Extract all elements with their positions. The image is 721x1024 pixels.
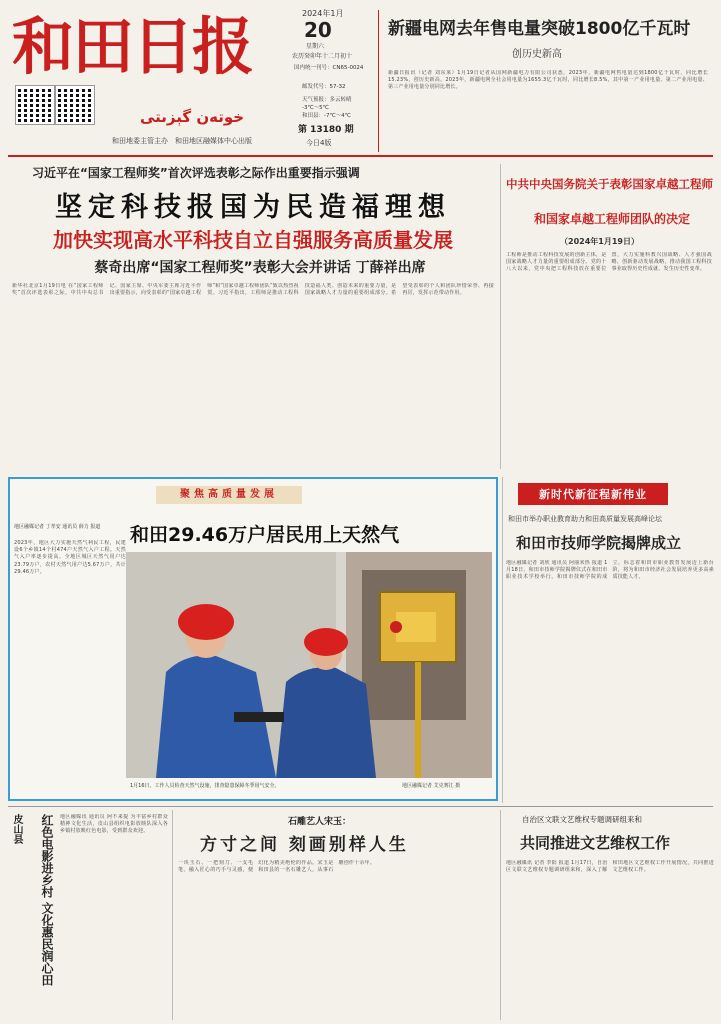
feature-caption-credit: 地区融媒记者 艾克赛江 摄 (402, 783, 461, 789)
tech-school-title: 和田市技师学院揭牌成立 (516, 534, 682, 552)
pishan-county: 皮山县 (11, 814, 22, 844)
lead-title-1: 坚定科技报国为民造福理想 (55, 192, 451, 223)
feature-body: 2023年，地区大力实施天然气利民工程，民建设6个乡镇14个村474户天然气入户工程。天然气入户率逐步提高。全地区城区天然气用户达23.79万户，农村天然气用户达5.67万户，共计29.46万户。 (14, 540, 126, 575)
pishan-body: 地区融媒讯 通讯员 阿不来提 为丰富乡村群众精神文化生活，皮山县组织电影放映队深入各乡镇村放映红色电影，受到群众欢迎。 (60, 814, 168, 835)
right-col-date: （2024年1月19日） (560, 237, 639, 246)
date-weather1: 天气预报：多云转晴 (302, 97, 352, 103)
ribbon-label: 新时代新征程新伟业 (518, 483, 668, 505)
lead-body: 新华社北京1月19日电 在“国家工程师奖”首次评选表彰之际，中共中央总书记、国家主席、中央军委主席习近平作出重要指示，向受表彰的“国家卓越工程师”和“国家卓越工程师团队”致以热烈祝贺。习近平指出，工程师是推动工程科技造福人类、创造未来的重要力量，是国家战略人才力量的重要组成部分。希望受表彰的个人和团队珍惜荣誉、再接再厉，发挥示范带动作用。 (12, 283, 494, 297)
masthead-uyghur: خوتەن گېزىتى (140, 108, 245, 126)
qr-code-2 (56, 86, 94, 124)
feature-caption: 1月16日，工作人员检查天然气设施，排查隐患保障冬季用气安全。 (130, 783, 280, 789)
feature-photo (126, 552, 492, 778)
publisher-line: 和田地委主管主办 和田地区融媒体中心出版 (112, 137, 252, 145)
date-year-month: 2024年1月 (302, 9, 344, 18)
page-count: 今日4版 (306, 139, 332, 147)
date-lunar: 农历癸卯年十二月初十 (292, 53, 353, 60)
top-right-headline: 新疆电网去年售电量突破1800亿千瓦时 (388, 19, 691, 39)
date-weather2: -3℃～5℃ (302, 105, 329, 111)
issue-number: 第 13180 期 (298, 125, 354, 135)
top-right-body: 新疆日报讯（记者 刘东莱）1月19日记者从国网新疆电力有限公司获悉，2023年，新疆电网售电量达到1800亿千瓦时，同比增长15.23%，创历史新高。2023年，新疆电网全社会用电量为1655.3亿千瓦时，同比增长8.5%，其中第一产业用电量、第二产业用电量、第三产业用电量分别同比增长。 (388, 70, 708, 91)
feature-title: 和田29.46万户居民用上天然气 (130, 524, 400, 546)
right-col-title-1: 中共中央国务院关于表彰国家卓越工程师 (506, 177, 713, 191)
date-weekday: 星期六 (306, 43, 325, 50)
culture-kicker: 自治区文联文艺维权专题调研组来和 (522, 815, 642, 824)
right-col-title-2: 和国家卓越工程师团队的决定 (533, 212, 690, 226)
ribbon-small: 和田市举办职业教育助力和田高质量发展高峰论坛 (508, 515, 662, 523)
feature-byline: 地区融媒记者 丁孝安 通讯员 薛力 报道 (14, 524, 101, 530)
pishan-title: 红色电影进乡村 文化惠民润心田 (40, 814, 54, 987)
date-day: 20 (304, 18, 332, 42)
shihua-body: 一块玉石、一把刻刀、一支毛笔，融入匠心的巧手与灵感，便幻化为精美绝伦的作品。宋玉是和田县的一名石雕艺人，从事石雕创作十余年。 (178, 860, 375, 874)
feature-tag: 聚焦高质量发展 (156, 486, 302, 504)
culture-title: 共同推进文艺维权工作 (520, 834, 671, 852)
tech-school-body: 地区融媒记者 刘欣 通讯员 阿丽米热 报道 1月18日，和田市技师学院揭牌仪式在和田市职业技术学校举行。和田市技师学院的成立，标志着和田市职业教育发展迈上新台阶，将为和田市经济社会发展培养更多高素质技能人才。 (506, 560, 714, 581)
lead-title-2: 加快实现高水平科技自立自强服务高质量发展 (53, 228, 453, 252)
lead-kicker: 习近平在“国家工程师奖”首次评选表彰之际作出重要指示强调 (32, 166, 360, 180)
shihua-kicker: 石雕艺人宋玉： (288, 817, 352, 827)
date-cn: 国内统一刊号：CN65-0024 (294, 65, 364, 71)
date-weather3: 和田县：-7℃～4℃ (302, 113, 351, 119)
qr-code-1 (16, 86, 54, 124)
lead-sub: 蔡奇出席“国家工程师奖”表彰大会并讲话 丁薛祥出席 (94, 260, 426, 276)
masthead-logo: 和田日报 (12, 10, 253, 83)
culture-body: 地区融媒讯 记者 李阳 报道 1月17日，自治区文联文艺维权专题调研组来和，深入了解和田地区文艺维权工作开展情况，共同推进文艺维权工作。 (506, 860, 714, 874)
top-right-subhead: 创历史新高 (512, 49, 562, 60)
right-col-body: 工程师是推动工程科技发展的创新主体，是国家战略人才力量的重要组成部分。党的十八大以来，党中央把工程科技放在重要位置，大力实施科教兴国战略、人才强国战略、创新驱动发展战略，推动我国工程科技事业取得历史性成就、发生历史性变革。 (506, 252, 712, 273)
date-postal: 邮发代号：57-32 (302, 84, 346, 90)
shihua-title: 方寸之间 刻画别样人生 (200, 835, 409, 855)
